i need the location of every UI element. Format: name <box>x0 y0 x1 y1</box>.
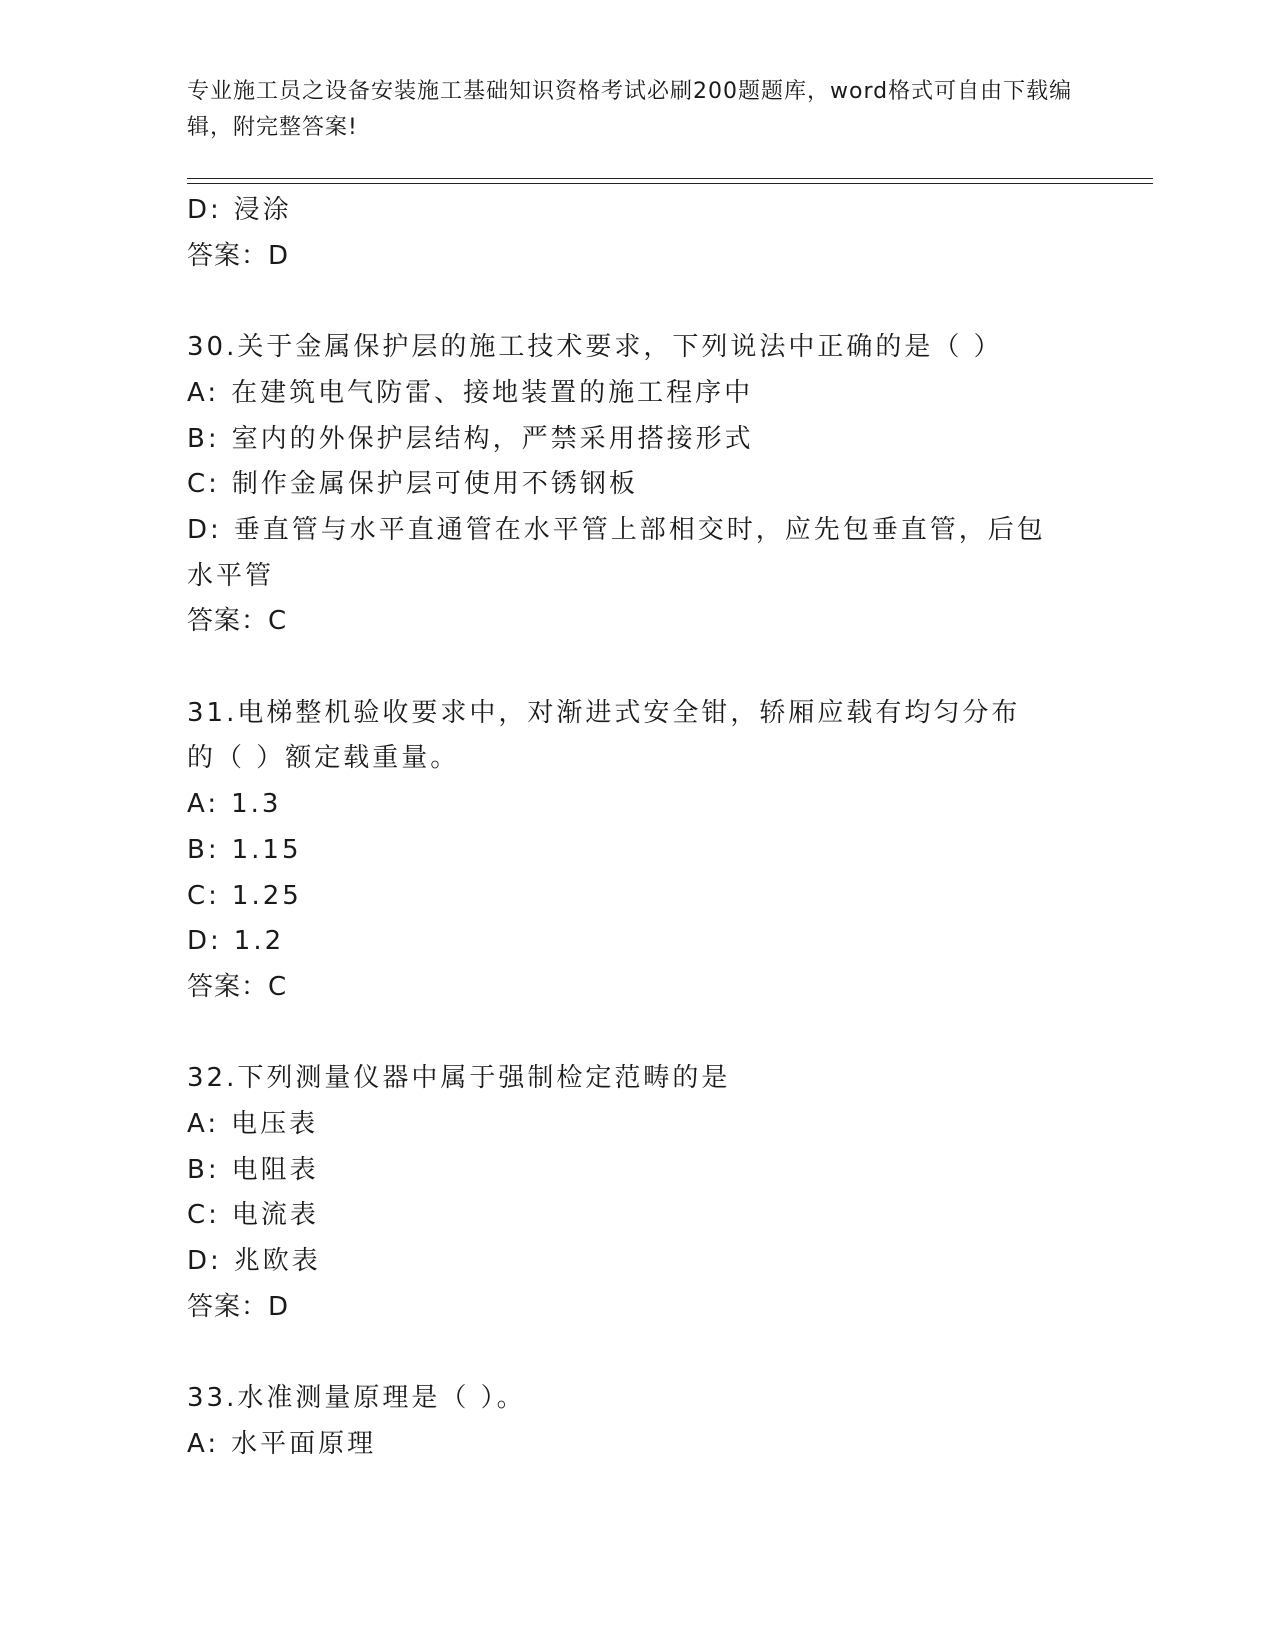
option-text: 垂直管与水平直通管在水平管上部相交时，应先包垂直管，后包水平管 <box>187 514 1046 591</box>
spacer <box>187 1331 1087 1377</box>
option-text: 在建筑电气防雷、接地装置的施工程序中 <box>231 377 754 408</box>
option-label: D: <box>187 195 222 225</box>
question-text: 33.水准测量原理是（ ）。 <box>187 1383 526 1414</box>
answer-line: 答案：D <box>187 240 290 271</box>
question-block-fragment <box>187 188 1087 279</box>
answer-line: 答案：C <box>187 971 288 1002</box>
option-text: 兆欧表 <box>233 1246 321 1277</box>
option-c <box>187 1193 1087 1239</box>
option-text: 1.25 <box>231 880 302 911</box>
option-text: 1.2 <box>233 926 285 957</box>
option-label: C: <box>187 469 220 500</box>
option-text: 电压表 <box>231 1109 319 1140</box>
option-text: 制作金属保护层可使用不锈钢板 <box>231 469 638 500</box>
answer-line: 答案：D <box>187 1291 290 1322</box>
spacer <box>187 1011 1087 1057</box>
option-text: 浸涂 <box>233 195 292 225</box>
option-a <box>187 782 1087 828</box>
option-label: B: <box>187 423 220 454</box>
option-text: 1.15 <box>231 834 302 865</box>
option-label: A: <box>187 1428 220 1459</box>
option-label: C: <box>187 880 220 911</box>
option-a <box>187 1422 1087 1468</box>
option-label: B: <box>187 1154 220 1185</box>
header-rule-top <box>187 178 1153 179</box>
question-block-33 <box>187 1376 1087 1467</box>
option-label: D: <box>187 514 222 545</box>
spacer <box>187 645 1087 691</box>
option-d <box>187 508 1047 599</box>
question-block-30 <box>187 325 1087 645</box>
option-b <box>187 417 1087 463</box>
option-text: 水平面原理 <box>231 1428 377 1459</box>
option-label: C: <box>187 1200 220 1231</box>
option-b <box>187 828 1087 874</box>
option-d <box>187 1239 1087 1285</box>
question-text: 31.电梯整机验收要求中，对渐进式安全钳，轿厢应载有均匀分布的（ ）额定载重量。 <box>187 697 1021 774</box>
document-body <box>187 188 1087 1468</box>
option-a <box>187 1102 1087 1148</box>
option-label: A: <box>187 789 220 820</box>
option-label: A: <box>187 1109 220 1140</box>
header-rule-bottom <box>187 183 1153 184</box>
option-c <box>187 874 1087 920</box>
option-text: 电阻表 <box>231 1154 319 1185</box>
question-block-31 <box>187 691 1087 1011</box>
question-text: 32.下列测量仪器中属于强制检定范畴的是 <box>187 1063 731 1094</box>
spacer <box>187 279 1087 325</box>
header-title: 专业施工员之设备安装施工基础知识资格考试必刷200题题库，word格式可自由下载编辑，附完整答案! <box>187 79 1073 140</box>
option-d <box>187 188 1087 234</box>
option-c <box>187 462 1087 508</box>
option-b <box>187 1148 1087 1194</box>
question-text: 30.关于金属保护层的施工技术要求，下列说法中正确的是（ ） <box>187 332 1003 363</box>
option-text: 1.3 <box>231 789 282 820</box>
option-text: 室内的外保护层结构，严禁采用搭接形式 <box>231 423 754 454</box>
option-a <box>187 371 1087 417</box>
document-header <box>187 74 1087 146</box>
option-text: 电流表 <box>231 1200 319 1231</box>
option-label: A: <box>187 377 220 408</box>
option-d <box>187 919 1087 965</box>
option-label: D: <box>187 1246 222 1277</box>
question-block-32 <box>187 1056 1087 1330</box>
answer-line: 答案：C <box>187 606 288 637</box>
option-label: B: <box>187 834 220 865</box>
option-label: D: <box>187 926 222 957</box>
